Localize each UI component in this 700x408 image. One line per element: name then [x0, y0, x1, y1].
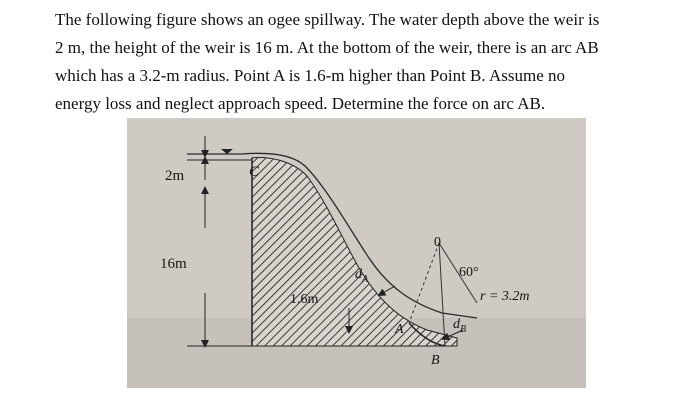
label-da: $d_A$ — [355, 267, 369, 285]
problem-line-1: The following figure shows an ogee spillway. The water depth above the weir is — [55, 10, 600, 29]
label-1.6m: 1.6m — [290, 292, 319, 307]
label-angle: 60° — [459, 265, 479, 280]
spillway-diagram — [127, 118, 586, 388]
label-point-b: B — [431, 353, 440, 368]
label-radius: r = 3.2m — [480, 289, 530, 304]
label-point-a: A — [395, 322, 404, 337]
problem-line-2: 2 m, the height of the weir is 16 m. At the bottom of the weir, there is an arc AB — [55, 38, 599, 57]
label-16m: 16m — [160, 256, 187, 272]
label-db: $d_B$ — [453, 317, 467, 335]
problem-statement — [55, 6, 655, 118]
label-2m: 2m — [165, 168, 185, 184]
problem-line-4: energy loss and neglect approach speed. Determine the force on arc AB. — [55, 94, 546, 113]
label-center-0: 0 — [434, 235, 441, 250]
label-crest-c: C — [249, 164, 260, 180]
spillway-figure — [127, 118, 586, 388]
problem-line-3: which has a 3.2-m radius. Point A is 1.6-m higher than Point B. Assume no — [55, 66, 565, 85]
